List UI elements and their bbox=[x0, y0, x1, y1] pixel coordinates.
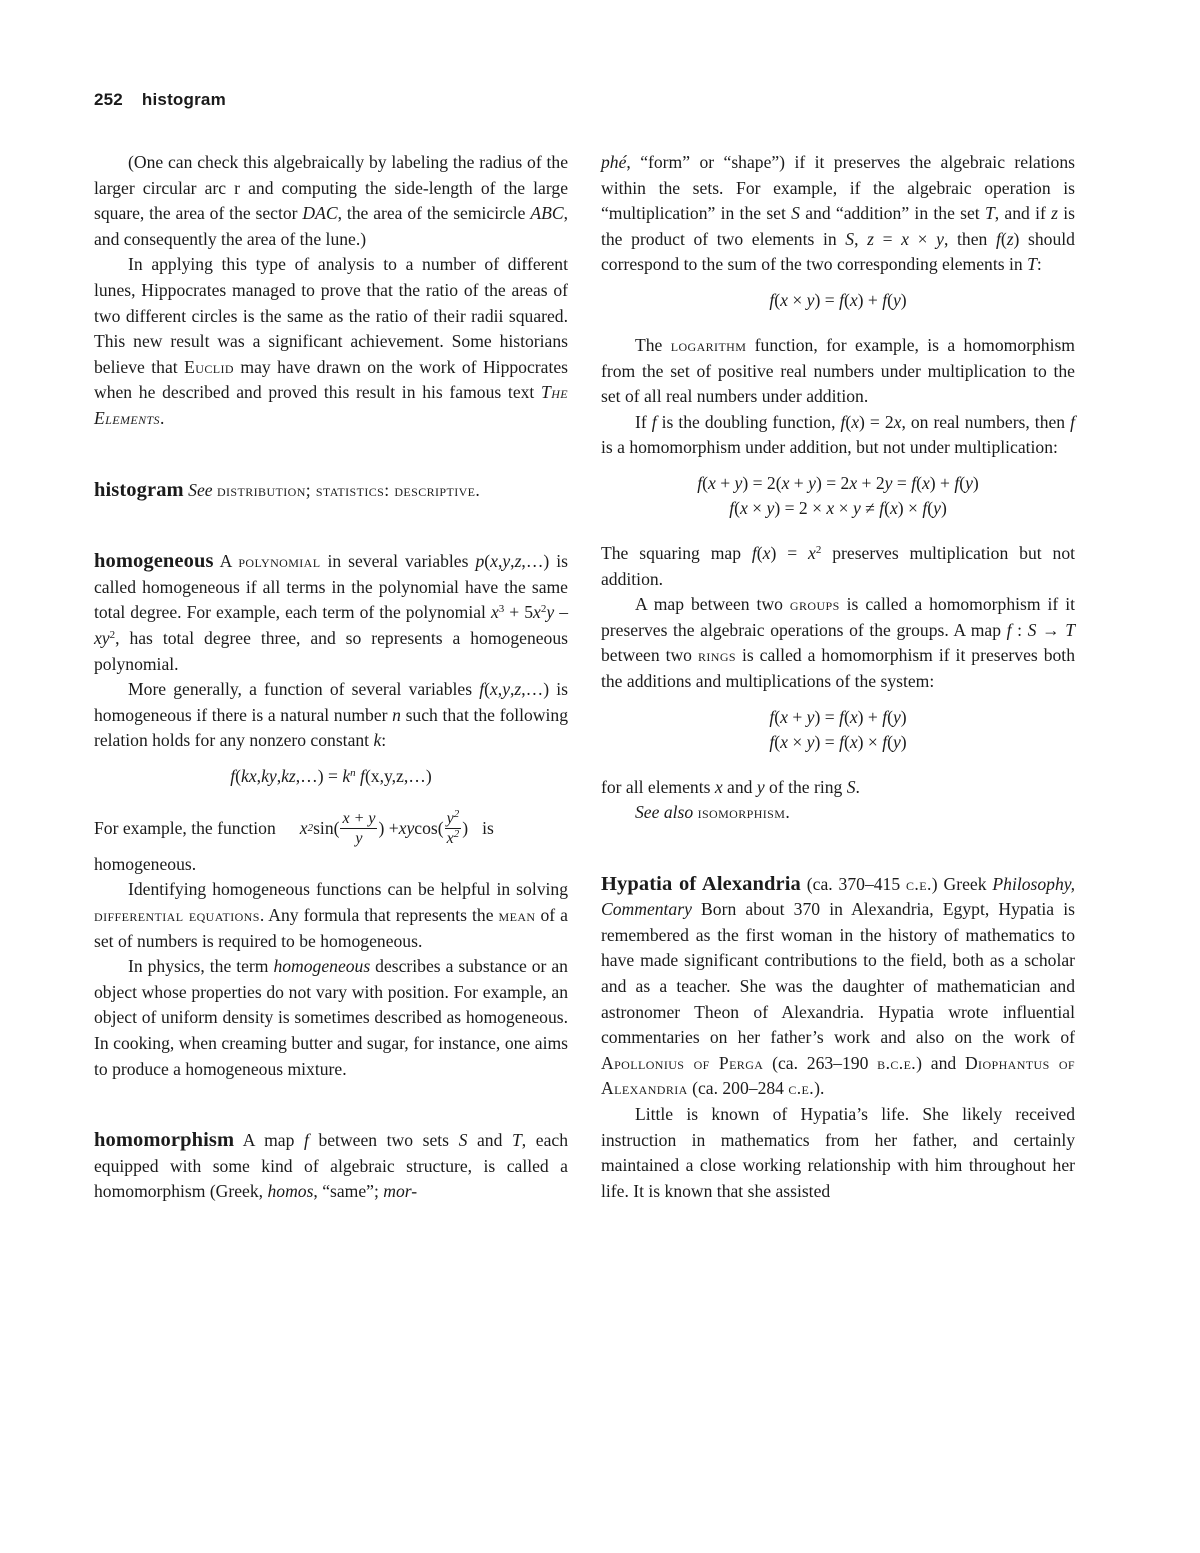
italic-text: x bbox=[490, 602, 499, 623]
italic-text: homos bbox=[267, 1181, 314, 1202]
italic-text: T bbox=[984, 203, 995, 224]
section-gap bbox=[94, 432, 568, 478]
text-run: , “same”; bbox=[313, 1181, 384, 1202]
text-run: ( bbox=[927, 497, 934, 518]
text-run: ( bbox=[843, 289, 850, 310]
italic-text: y bbox=[852, 497, 861, 518]
italic-text: x bbox=[780, 706, 788, 727]
italic-text: f bbox=[882, 706, 888, 727]
text-run: (ca. 370–415 bbox=[800, 873, 907, 894]
text-run: + bbox=[715, 472, 735, 493]
italic-text: S bbox=[845, 228, 855, 249]
math-symbol: sin( bbox=[313, 817, 340, 838]
text-run: Identifying homogeneous functions can be helpful in solving bbox=[128, 879, 568, 900]
text-run: ( bbox=[916, 472, 922, 493]
text-run: For example, the function bbox=[94, 817, 276, 838]
italic-text: x bbox=[707, 472, 716, 493]
text-run: ) = bbox=[770, 542, 809, 563]
italic-text: DAC bbox=[302, 203, 338, 224]
italic-text: y bbox=[502, 679, 510, 700]
text-run: ( bbox=[484, 679, 490, 700]
text-run: ( bbox=[702, 472, 708, 493]
italic-text: mor- bbox=[383, 1181, 418, 1202]
text-run: (ca. 263–190 bbox=[763, 1052, 878, 1073]
text-run: ) × bbox=[857, 731, 883, 752]
paragraph bbox=[601, 150, 1075, 278]
superscript: 2 bbox=[453, 827, 460, 840]
text-run: of a set of numbers is required to be homogeneous. bbox=[94, 905, 568, 951]
italic-text: f bbox=[751, 542, 757, 563]
fraction bbox=[340, 809, 377, 848]
text-run: ( bbox=[887, 289, 893, 310]
text-run: (One can check this algebraically by labeling the radius of the larger circular arc r and computing the side-length of the large square, the area of the sector bbox=[94, 152, 568, 224]
paragraph bbox=[601, 592, 1075, 694]
running-head bbox=[94, 90, 226, 110]
small-caps-term: rings bbox=[697, 645, 736, 666]
italic-text: x bbox=[849, 472, 858, 493]
text-run: is the doubling function, bbox=[656, 411, 841, 432]
superscript: 2 bbox=[815, 543, 822, 556]
italic-text: x bbox=[889, 497, 898, 518]
text-run: of the ring bbox=[764, 776, 847, 797]
italic-text: z bbox=[1006, 228, 1014, 249]
denominator: y bbox=[355, 829, 363, 847]
italic-text: z bbox=[514, 551, 522, 572]
text-run: for all elements bbox=[601, 776, 715, 797]
italic-text: f bbox=[839, 289, 844, 310]
text-run: is the product of two elements in bbox=[601, 203, 1075, 249]
text-run: A map bbox=[234, 1130, 304, 1151]
italic-text: S bbox=[1027, 619, 1037, 640]
text-run: ) bbox=[900, 706, 907, 727]
italic-text: f bbox=[769, 289, 775, 310]
italic-text: f bbox=[954, 472, 960, 493]
text-run: × bbox=[834, 497, 853, 518]
text-run: , bbox=[256, 765, 262, 786]
text-run: : bbox=[1011, 619, 1028, 640]
math-symbol: ) bbox=[462, 817, 469, 838]
section-gap bbox=[94, 503, 568, 549]
text-run: ) Greek bbox=[931, 873, 993, 894]
text-run: between two sets bbox=[308, 1130, 459, 1151]
italic-text: y bbox=[502, 551, 511, 572]
italic-text: y bbox=[766, 497, 775, 518]
italic-text: S bbox=[846, 776, 856, 797]
italic-text: n bbox=[392, 704, 401, 725]
numerator: $y^2$ bbox=[446, 807, 460, 827]
entry-headword: histogram bbox=[94, 478, 184, 501]
text-run: describes a substance or an object whose properties do not vary with position. For example, an object of uniform density is sometimes described as homogeneous. In cooking, when creaming butter and sugar, for instance, one aims to produce a homogeneous mixture. bbox=[94, 956, 568, 1079]
italic-text: f bbox=[769, 731, 775, 752]
italic-text: T bbox=[1027, 254, 1037, 275]
text-run: is a homomorphism under addition, but not under multiplication: bbox=[601, 437, 1058, 458]
text-run: A bbox=[213, 551, 239, 572]
text-run: ) + bbox=[857, 289, 883, 310]
text-run: and bbox=[467, 1130, 512, 1151]
text-run: , bbox=[854, 228, 868, 249]
text-run: ( bbox=[1000, 228, 1007, 249]
text-run: , bbox=[510, 551, 515, 572]
paragraph bbox=[94, 252, 568, 431]
text-run: , and consequently the area of the lune.) bbox=[94, 203, 568, 249]
italic-text: z bbox=[1051, 203, 1058, 224]
display-formula bbox=[601, 471, 1075, 521]
text-run: ) = bbox=[814, 289, 840, 310]
book-title: The Elements bbox=[94, 382, 568, 428]
italic-text: x bbox=[826, 497, 835, 518]
small-caps-term: c.e. bbox=[906, 873, 932, 894]
text-run: is called a homomorphism if it preserves the algebraic operations of the groups. A map bbox=[601, 594, 1076, 640]
math-symbol: x bbox=[299, 817, 308, 838]
text-run: × bbox=[787, 731, 807, 752]
right-column bbox=[601, 150, 1075, 1204]
italic-text: f bbox=[995, 228, 1001, 249]
superscript: n bbox=[350, 766, 356, 779]
text-run: ( bbox=[734, 497, 740, 518]
text-run: ( bbox=[484, 551, 491, 572]
paragraph bbox=[94, 677, 568, 754]
text-run: The bbox=[635, 334, 671, 355]
italic-text: y bbox=[756, 776, 765, 797]
section-gap bbox=[94, 1082, 568, 1128]
italic-text: T bbox=[1065, 619, 1076, 640]
italic-text: T bbox=[511, 1130, 522, 1151]
text-run: . bbox=[159, 407, 165, 428]
text-run: – bbox=[554, 602, 568, 623]
text-run: + bbox=[789, 472, 809, 493]
display-formula bbox=[94, 764, 568, 789]
italic-text: f bbox=[840, 411, 846, 432]
formula-line bbox=[601, 288, 1075, 313]
italic-text: x bbox=[780, 731, 788, 752]
italic-text: y bbox=[884, 472, 893, 493]
text-run: ( bbox=[959, 472, 966, 493]
text-run: × bbox=[787, 289, 807, 310]
text-run: A map between two bbox=[635, 594, 790, 615]
italic-text: kz bbox=[281, 765, 296, 786]
italic-text: f bbox=[769, 706, 775, 727]
text-run: = bbox=[873, 228, 902, 249]
italic-text: y bbox=[734, 472, 743, 493]
paragraph bbox=[94, 478, 568, 504]
text-run: ) and bbox=[916, 1052, 965, 1073]
text-run: + 2 bbox=[857, 472, 885, 493]
italic-text: f bbox=[882, 289, 888, 310]
small-caps-term: isomorphism bbox=[697, 802, 786, 823]
italic-text: y bbox=[806, 706, 815, 727]
italic-text: y bbox=[892, 289, 901, 310]
italic-text: k bbox=[342, 765, 351, 786]
italic-text: y bbox=[936, 228, 944, 249]
italic-text: f bbox=[839, 731, 844, 752]
section-gap bbox=[601, 826, 1075, 872]
text-run: , then bbox=[943, 228, 996, 249]
formula-line bbox=[601, 705, 1075, 730]
italic-text: S bbox=[458, 1130, 468, 1151]
italic-text: S bbox=[791, 203, 800, 224]
italic-text: f bbox=[1006, 619, 1012, 640]
text-run: ≠ bbox=[860, 497, 880, 518]
text-run: ( bbox=[774, 289, 781, 310]
paragraph bbox=[94, 1128, 568, 1205]
text-run: More generally, a function of several variables bbox=[128, 679, 480, 700]
formula-line bbox=[601, 730, 1075, 755]
text-run: ) = 2 bbox=[859, 411, 894, 432]
text-run: Little is known of Hypatia’s life. She likely received instruction in mathematics from her father, and certainly maintained a close working relationship with him throughout her life. It is known that she assisted bbox=[601, 1104, 1075, 1201]
small-caps-term: Apollonius of Perga bbox=[601, 1052, 764, 1073]
small-caps-term: b.c.e. bbox=[877, 1052, 917, 1073]
text-run: function, for example, is a homomorphism from the set of positive real numbers under multiplication to the set of all real numbers under addition. bbox=[601, 334, 1075, 407]
text-run: is bbox=[482, 817, 494, 838]
text-run: ( bbox=[887, 706, 893, 727]
superscript: 2 bbox=[540, 603, 547, 616]
small-caps-term: differential equations bbox=[94, 905, 260, 926]
paragraph bbox=[601, 872, 1075, 1102]
small-caps-term: logarithm bbox=[670, 334, 747, 355]
italic-text: x bbox=[808, 542, 816, 563]
italic-text: p bbox=[475, 551, 485, 572]
italic-text: phé bbox=[601, 152, 627, 172]
text-run: ( bbox=[843, 706, 850, 727]
text-run: , each equipped with some kind of algebraic structure, is called a homomorphism (Greek, bbox=[94, 1130, 568, 1202]
italic-text: f bbox=[879, 497, 885, 518]
page-number: 252 bbox=[94, 90, 123, 109]
text-run: → bbox=[1036, 619, 1066, 640]
text-run: ) + bbox=[929, 472, 955, 493]
text-run: preserves multiplication but not addition. bbox=[601, 542, 1075, 589]
text-run: Born about 370 in Alexandria, Egypt, Hypatia is remembered as the first woman in the history of mathematics to have made significant contributions to the field, both as a scholar and as a teacher. She was the daughter of mathematician and astronomer Theon of Alexandria. Hypatia wrote influential commentaries on her father’s work and also on the work of bbox=[601, 899, 1075, 1048]
italic-text: x bbox=[762, 542, 771, 563]
text-run: × bbox=[908, 228, 937, 249]
text-run: If bbox=[635, 411, 652, 432]
italic-text: z bbox=[867, 228, 874, 249]
small-caps-term: c.e. bbox=[788, 1078, 815, 1099]
italic-text: x bbox=[849, 289, 858, 310]
small-caps-term: mean bbox=[498, 905, 536, 926]
text-run: homogeneous. bbox=[94, 853, 197, 874]
paragraph bbox=[601, 1102, 1075, 1204]
italic-text: f bbox=[303, 1130, 309, 1151]
small-caps-term: polynomial bbox=[238, 551, 321, 572]
text-run: in several variables bbox=[320, 551, 476, 572]
paragraph bbox=[601, 410, 1075, 461]
text-run: . bbox=[855, 776, 860, 797]
italic-text: f bbox=[697, 472, 703, 493]
small-caps-term: Diophantus of Alexandria bbox=[601, 1052, 1075, 1099]
text-run: ( bbox=[235, 765, 242, 786]
text-run: and bbox=[722, 776, 757, 797]
text-run: ( bbox=[774, 731, 781, 752]
small-caps-term: distribution; statistics: descriptive bbox=[216, 479, 476, 500]
text-run: : bbox=[381, 730, 387, 751]
italic-text: x bbox=[739, 497, 748, 518]
text-run: In applying this type of analysis to a number of different lunes, Hippocrates managed to prove that the ratio of the areas of two different circles is the same as the ratio of their radii squared. This new result was a significant achievement. Some historians believe that bbox=[94, 254, 568, 377]
small-caps-term: Euclid bbox=[184, 356, 234, 377]
text-run: is called a homomorphism if it preserves both the additions and multiplications of the system: bbox=[601, 645, 1075, 691]
text-run: ,…) is homogeneous if there is a natural number bbox=[94, 679, 568, 725]
text-run: and “addition” in the set bbox=[799, 203, 985, 224]
italic-text: f bbox=[230, 765, 236, 786]
text-run: = bbox=[892, 472, 912, 493]
entry-headword: Hypatia of Alexandria bbox=[601, 872, 801, 895]
display-formula bbox=[601, 705, 1075, 755]
math-symbol: xy bbox=[398, 817, 415, 838]
superscript: 2 bbox=[109, 628, 116, 641]
italic-text: y bbox=[933, 497, 941, 518]
paragraph bbox=[601, 775, 1075, 801]
italic-text: y bbox=[808, 472, 816, 493]
text-run: ) × bbox=[897, 497, 923, 518]
text-run: ) = 2 bbox=[815, 472, 850, 493]
italic-text: f bbox=[360, 765, 365, 786]
text-run: ,…) is called homogeneous if all terms in the polynomial have the same total degree. For example, each term of the polynomial bbox=[94, 551, 569, 623]
text-run: (ca. 200–284 bbox=[687, 1078, 789, 1099]
text-run: ( bbox=[887, 731, 893, 752]
italic-text: y bbox=[965, 472, 973, 493]
text-run: : bbox=[1036, 254, 1042, 275]
italic-text: x bbox=[490, 551, 498, 572]
text-run: ) should correspond to the sum of the two corresponding elements in bbox=[601, 228, 1075, 275]
text-run: ) = 2( bbox=[742, 472, 782, 493]
italic-text: x bbox=[781, 472, 790, 493]
italic-text: f bbox=[839, 706, 844, 727]
paragraph bbox=[94, 877, 568, 954]
paragraph bbox=[601, 333, 1075, 410]
text-run: ( bbox=[845, 411, 852, 432]
italic-text: f bbox=[922, 497, 928, 518]
entry-headword: homomorphism bbox=[94, 1129, 235, 1152]
display-formula bbox=[601, 288, 1075, 313]
running-head-title: histogram bbox=[141, 90, 226, 109]
text-run: , bbox=[497, 551, 503, 572]
text-run: + 5 bbox=[504, 602, 534, 623]
text-run: ( bbox=[884, 497, 890, 518]
italic-text: x bbox=[921, 472, 930, 493]
italic-text: ABC bbox=[530, 203, 564, 224]
paragraph bbox=[601, 800, 1075, 826]
italic-text: xy bbox=[94, 627, 110, 648]
denominator: $x^2$ bbox=[446, 827, 460, 847]
italic-text: x bbox=[901, 228, 909, 249]
italic-text: homogeneous bbox=[273, 956, 371, 977]
italic-text: y bbox=[892, 731, 901, 752]
italic-text: f bbox=[1070, 411, 1075, 432]
italic-text: f bbox=[882, 731, 888, 752]
text-run: . bbox=[475, 479, 480, 500]
paragraph bbox=[94, 150, 568, 252]
text-run: ) = bbox=[814, 706, 840, 727]
text-run: between two bbox=[601, 645, 698, 666]
paragraph bbox=[601, 541, 1075, 592]
formula-line bbox=[601, 471, 1075, 496]
text-run: ). bbox=[814, 1078, 825, 1099]
text-run: × bbox=[747, 497, 767, 518]
italic-text: x bbox=[714, 776, 723, 797]
italic-text: z bbox=[514, 679, 522, 700]
italic-text: y bbox=[806, 731, 815, 752]
italic-text: y bbox=[806, 289, 815, 310]
text-run: such that the following relation holds for any nonzero constant bbox=[94, 704, 568, 751]
italic-text: x bbox=[780, 289, 788, 310]
text-run: , bbox=[497, 679, 503, 700]
text-run: ( bbox=[756, 542, 763, 563]
superscript: 2 bbox=[453, 807, 460, 820]
text-run: ) = 2 × bbox=[774, 497, 827, 518]
numerator: x + y bbox=[342, 809, 376, 827]
text-run: ) + bbox=[857, 706, 883, 727]
formula-line bbox=[601, 496, 1075, 521]
italic-text: See also bbox=[635, 802, 694, 823]
text-run: ) bbox=[972, 472, 979, 493]
text-run: may have drawn on the work of Hippocrates when he described and proved this result in his famous text bbox=[94, 356, 568, 403]
italic-text: kx bbox=[241, 765, 257, 786]
text-run: , has total degree three, and so represents a homogeneous polynomial. bbox=[94, 627, 568, 674]
text-run: . Any formula that represents the bbox=[259, 905, 499, 926]
text-run: , bbox=[276, 765, 282, 786]
italic-text: x bbox=[851, 411, 860, 432]
italic-text: f bbox=[729, 497, 735, 518]
paragraph bbox=[94, 954, 568, 1082]
text-run: ( bbox=[774, 706, 781, 727]
italic-text: x bbox=[893, 411, 902, 432]
italic-text: x bbox=[489, 679, 498, 700]
italic-text: f bbox=[651, 411, 657, 432]
entry-headword: homogeneous bbox=[94, 550, 214, 573]
text-run: , and if bbox=[994, 203, 1052, 224]
text-run: + bbox=[787, 706, 807, 727]
text-run: (x,y,z,…) bbox=[364, 765, 432, 786]
italic-text: See bbox=[188, 479, 213, 500]
italic-text: ky bbox=[261, 765, 277, 786]
fraction bbox=[445, 809, 462, 848]
italic-text: x bbox=[849, 731, 858, 752]
formula-line bbox=[94, 764, 568, 789]
text-run: , bbox=[510, 679, 515, 700]
italic-text: x bbox=[849, 706, 858, 727]
paragraph bbox=[94, 852, 568, 878]
math-symbol: cos( bbox=[414, 817, 444, 838]
example-function-line bbox=[94, 809, 568, 848]
text-run: ) bbox=[900, 731, 907, 752]
text-run: ) bbox=[940, 497, 947, 518]
italic-text: x bbox=[533, 602, 541, 623]
text-run: ( bbox=[843, 731, 850, 752]
text-run: ,…) = bbox=[295, 765, 343, 786]
italic-text: f bbox=[911, 472, 917, 493]
text-run: The squaring map bbox=[601, 542, 752, 563]
italic-text: Philosophy, Commentary bbox=[601, 873, 1075, 920]
superscript: 3 bbox=[498, 603, 505, 616]
italic-text: y bbox=[546, 602, 555, 623]
paragraph bbox=[94, 549, 568, 677]
italic-text: k bbox=[373, 730, 382, 751]
italic-text: f bbox=[479, 679, 485, 700]
inline-formula: x 2 sin( $\frac{x + y}{y}$ ) + xy cos( $\frac{y^2}{x^2}$ ) bbox=[299, 807, 469, 847]
small-caps-term: groups bbox=[789, 594, 840, 615]
text-run: , “form” or “shape”) if it preserves the algebraic relations within the sets. For example, if the algebraic operation is “multiplication” in the set bbox=[601, 152, 1075, 224]
text-run: , the area of the semicircle bbox=[337, 203, 531, 224]
text-run: , on real numbers, then bbox=[901, 411, 1071, 432]
text-run: In physics, the term bbox=[128, 956, 274, 977]
math-symbol: ) + bbox=[378, 817, 399, 838]
text-run: ) = bbox=[814, 731, 840, 752]
text-run: . bbox=[785, 802, 790, 823]
text-run: ) bbox=[900, 289, 907, 310]
italic-text: y bbox=[892, 706, 901, 727]
left-column bbox=[94, 150, 568, 1205]
